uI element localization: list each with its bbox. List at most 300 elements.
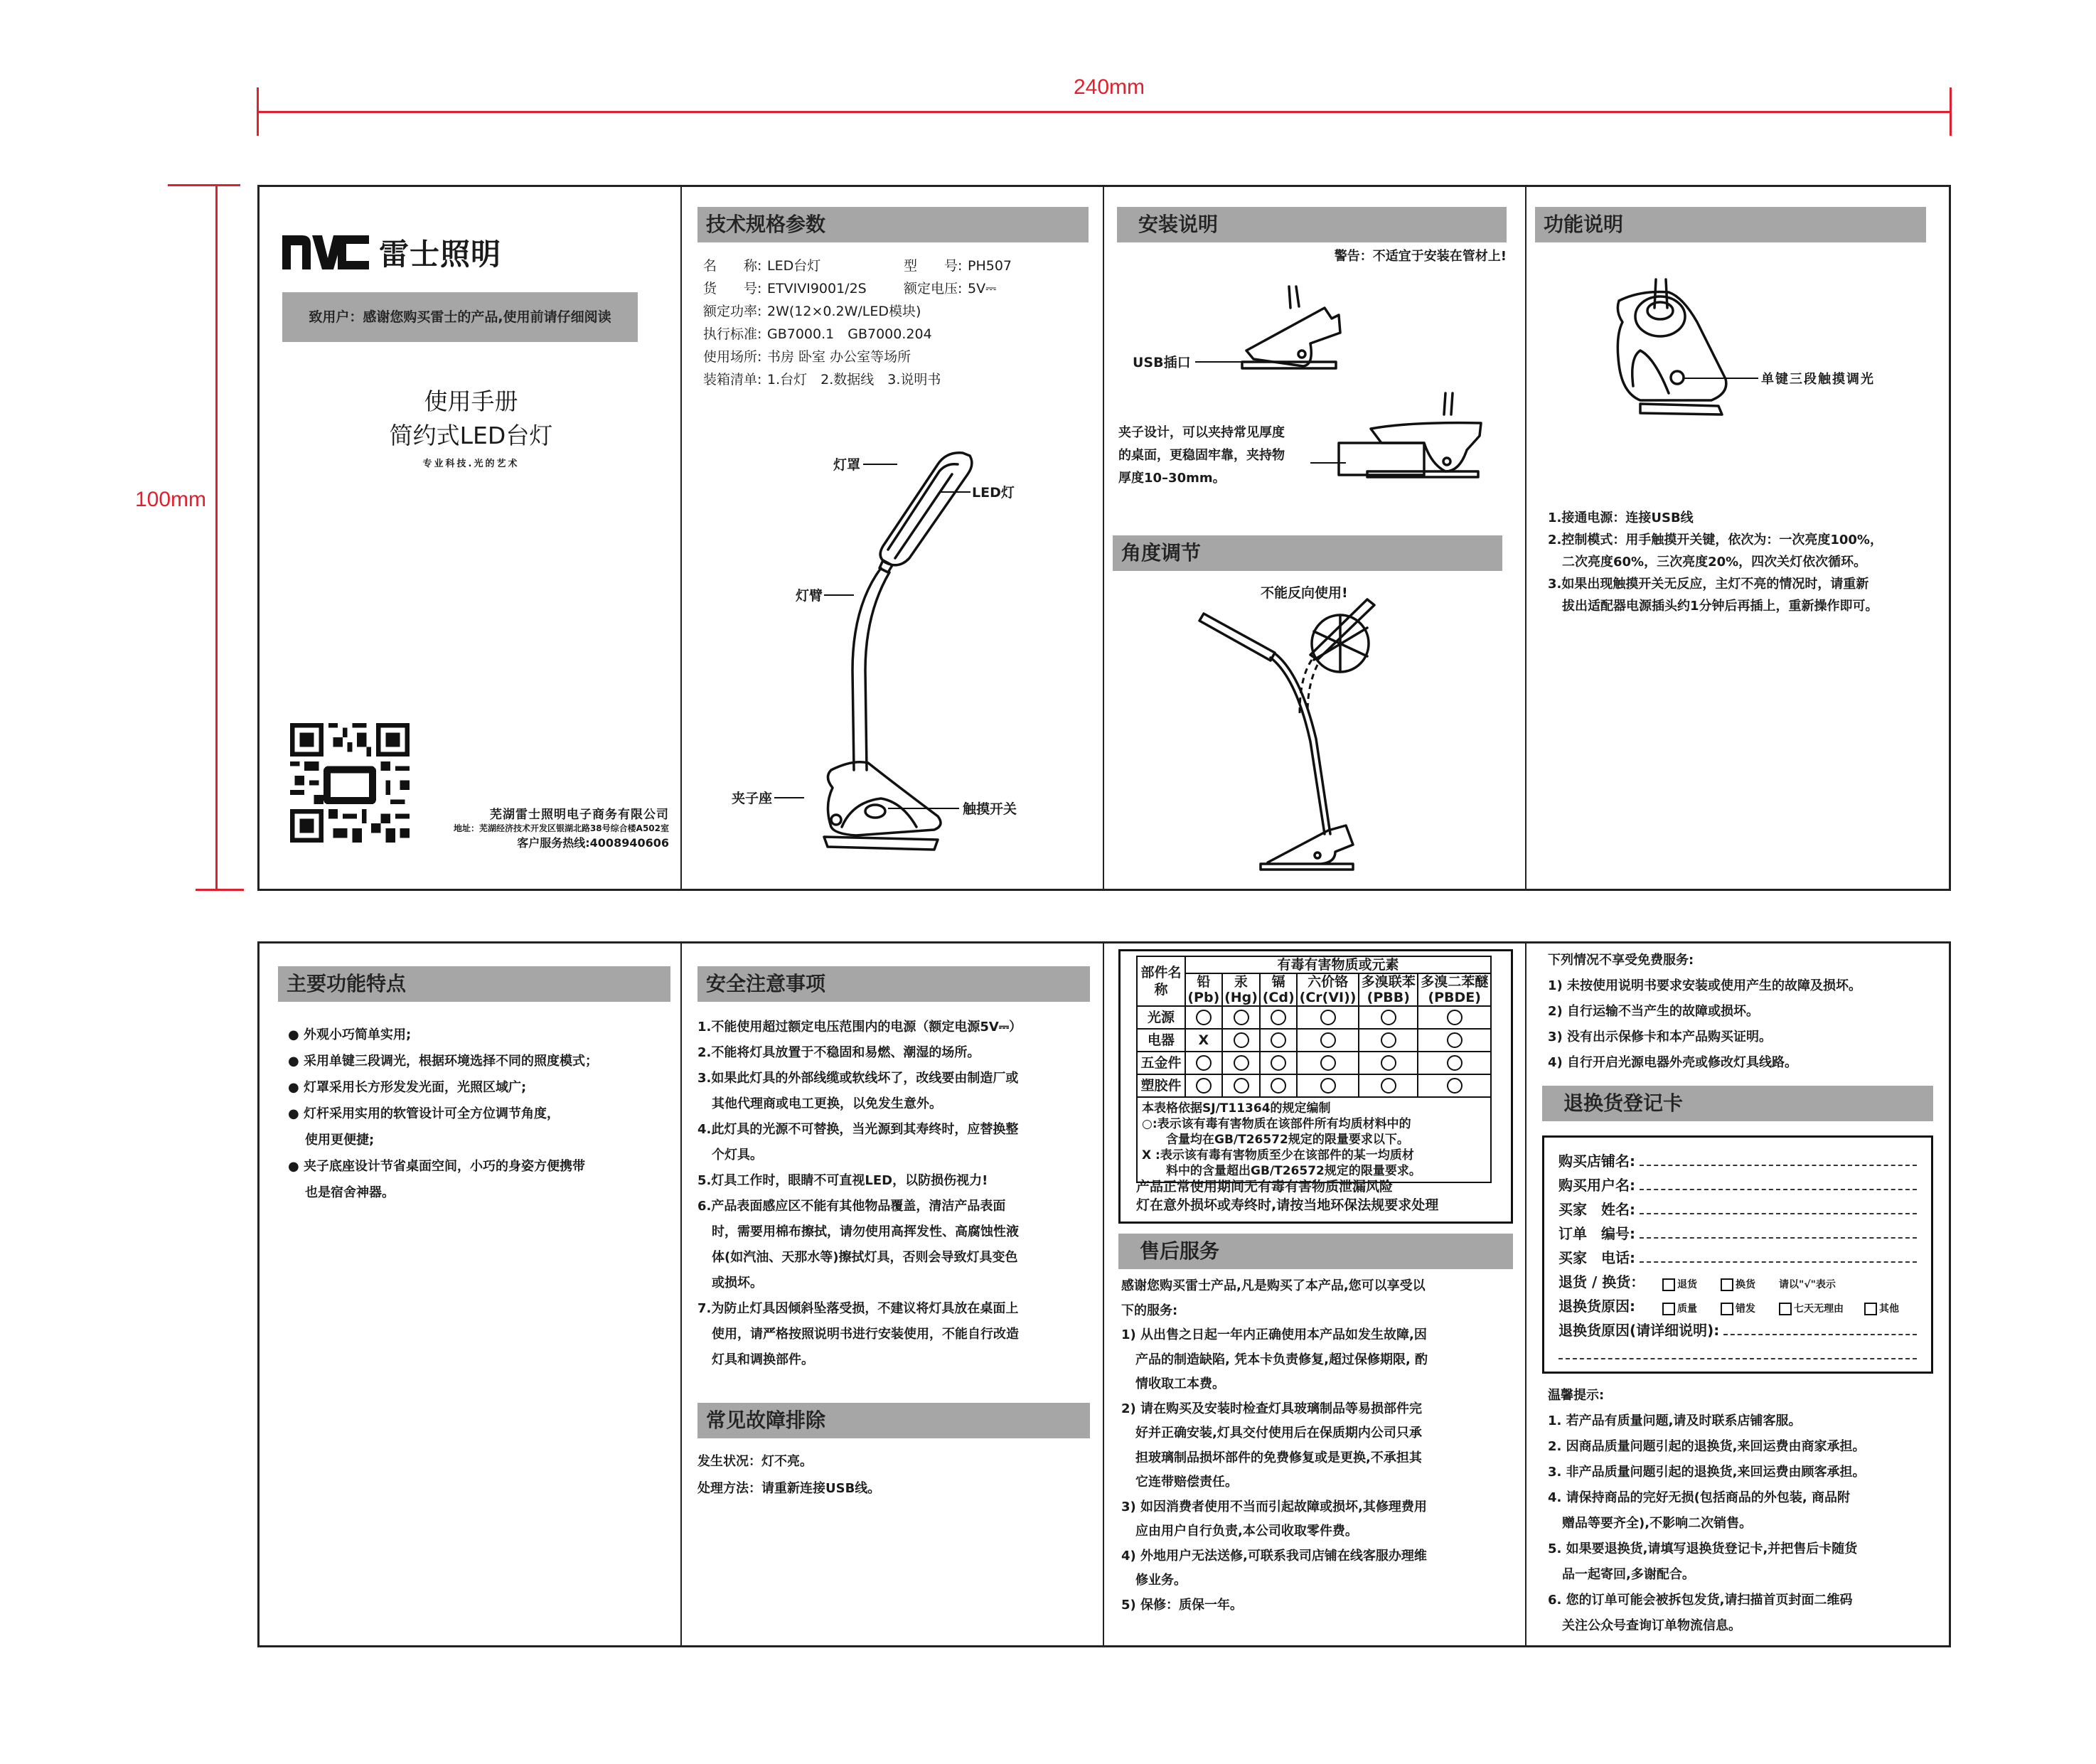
- circle-compliant-icon: [1271, 1055, 1286, 1071]
- spec-key: 名 称:: [703, 258, 762, 274]
- checkbox-exchange[interactable]: [1721, 1277, 1779, 1291]
- feature-text: 采用单键三段调光，根据环境选择不同的照度模式；: [304, 1054, 598, 1069]
- hazard-cell: [1222, 1006, 1261, 1029]
- tip-line: 4. 请保持商品的完好无损(包括商品的外包装, 商品附: [1548, 1490, 1850, 1505]
- troubleshooting-content: [697, 1448, 880, 1502]
- checkbox-label: 换货: [1736, 1279, 1755, 1290]
- circle-compliant-icon: [1381, 1078, 1396, 1094]
- substance-name: 铅: [1197, 974, 1211, 990]
- service-line: 4) 外地用户无法送修,可联系我司店铺在线客服办理维: [1121, 1548, 1427, 1563]
- circle-compliant-icon: [1320, 1078, 1336, 1094]
- brand-name: 雷士照明: [379, 237, 502, 272]
- checkbox-label: 七天无理由: [1794, 1303, 1844, 1315]
- spec-key: 额定电压:: [904, 281, 963, 296]
- bullet-icon: ●: [288, 1106, 299, 1121]
- safety-line: 体(如汽油、天那水等)擦拭灯具，否则会导致灯具变色: [712, 1250, 1018, 1265]
- safety-line: 或损坏。: [712, 1276, 763, 1290]
- service-line: 它连带赔偿责任。: [1135, 1475, 1238, 1490]
- hazard-cell: [1418, 1074, 1491, 1097]
- circle-compliant-icon: [1447, 1078, 1463, 1094]
- hazard-part-name: 光源: [1137, 1006, 1185, 1029]
- feature-text: 夹子底座设计节省桌面空间，小巧的身姿方便携带: [304, 1159, 585, 1174]
- spec-value: 书房 卧室 办公室等场所: [767, 349, 911, 365]
- feature-text: 灯罩采用长方形发发光面，光照区域广;: [304, 1080, 527, 1095]
- return-type-row: [1558, 1267, 1917, 1291]
- usb-port-label: USB插口: [1133, 355, 1191, 370]
- circle-compliant-icon: [1234, 1078, 1249, 1094]
- tip-line: 关注公众号查询订单物流信息。: [1562, 1618, 1741, 1633]
- qr-code: [290, 722, 410, 843]
- hazard-cell: [1297, 1052, 1359, 1074]
- bullet-icon: ●: [288, 1080, 299, 1095]
- feature-item: [288, 1101, 598, 1127]
- checkbox-icon[interactable]: [1721, 1303, 1733, 1315]
- hazard-substance-header: [1260, 973, 1297, 1006]
- field-reason-detail-line2[interactable]: [1558, 1340, 1917, 1364]
- return-card-heading-text: 退换货登记卡: [1563, 1091, 1684, 1115]
- spec-row: [703, 323, 1012, 346]
- install-heading: [1117, 207, 1507, 242]
- spec-value: ETVIVI9001/2S: [767, 281, 867, 296]
- hazard-note: ○:表示该有毒有害物质在该部件所有均质材料中的: [1142, 1117, 1411, 1131]
- return-card-heading: [1542, 1086, 1933, 1121]
- buyer-name-input[interactable]: [1640, 1213, 1917, 1214]
- exclusion-item: 4) 自行开启光源电器外壳或修改灯具线路。: [1548, 1055, 1798, 1070]
- hazard-cell: [1222, 1029, 1261, 1052]
- reason-detail-input-line2[interactable]: [1558, 1358, 1917, 1359]
- buyer-phone-input[interactable]: [1640, 1261, 1917, 1263]
- service-line: 3) 如因消费者使用不当而引起故障或损坏,其修理费用: [1121, 1499, 1427, 1514]
- spec-row: [703, 346, 1012, 368]
- hazard-cell: [1359, 1052, 1418, 1074]
- width-dimension-tick-left: [257, 87, 259, 136]
- function-heading: 功能说明: [1535, 207, 1926, 242]
- service-line: 5) 保修：质保一年。: [1121, 1597, 1244, 1613]
- leader-shade: [863, 464, 897, 465]
- substance-symbol: (Hg): [1224, 990, 1258, 1005]
- circle-compliant-icon: [1381, 1010, 1396, 1025]
- trouble-status: 发生状况：灯不亮。: [697, 1454, 813, 1469]
- function-item: 二次亮度60%，三次亮度20%，四次关灯依次循环。: [1562, 555, 1867, 570]
- hazard-part-name: 电器: [1137, 1029, 1185, 1052]
- leader-led: [939, 491, 971, 493]
- safety-line: 1.不能使用超过额定电压范围内的电源（额定电源5V⎓）: [697, 1020, 1022, 1035]
- safety-line: 时，需要用棉布擦拭，请勿使用高挥发性、高腐蚀性液: [712, 1224, 1019, 1239]
- service-line: 感谢您购买雷士产品,凡是购买了本产品,您可以享受以: [1121, 1278, 1426, 1293]
- hazard-cell: [1418, 1029, 1491, 1052]
- leader-clamp: [1310, 462, 1346, 464]
- spec-row: [703, 300, 1012, 323]
- substance-name: 多溴联苯: [1361, 974, 1416, 990]
- circle-compliant-icon: [1381, 1055, 1396, 1071]
- specs-panel: [682, 187, 1104, 889]
- hazard-cell: [1260, 1052, 1297, 1074]
- outer-sheet: [257, 185, 1951, 891]
- feature-text: 外观小巧简单实用;: [304, 1027, 412, 1042]
- safety-line: 使用，请严格按照说明书进行安装使用，不能自行改造: [712, 1327, 1019, 1342]
- width-dimension-line: [257, 111, 1951, 113]
- label-shade: 灯罩: [833, 457, 861, 473]
- label-switch: 触摸开关: [963, 801, 1017, 817]
- bullet-icon: ●: [288, 1027, 299, 1042]
- hazard-cell: [1260, 1029, 1297, 1052]
- checkbox-label: 错发: [1736, 1303, 1755, 1315]
- field-label: 购买用户名:: [1558, 1177, 1635, 1194]
- circle-compliant-icon: [1271, 1078, 1286, 1094]
- exclusions-title: 下列情况不享受免费服务:: [1548, 953, 1694, 968]
- substance-symbol: (Cr(VI)): [1299, 990, 1357, 1005]
- troubleshooting-heading: 常见故障排除: [697, 1403, 1090, 1438]
- feature-text: 灯杆采用实用的软管设计可全方位调节角度，: [304, 1106, 560, 1121]
- hazard-cell: [1260, 1006, 1297, 1029]
- circle-compliant-icon: [1234, 1010, 1249, 1025]
- field-buyer-phone[interactable]: [1558, 1243, 1917, 1267]
- spec-key: 货 号:: [703, 281, 762, 296]
- field-label: 买家 姓名:: [1558, 1201, 1635, 1218]
- function-panel: [1526, 187, 1949, 889]
- service-line: 1) 从出售之日起一年内正确使用本产品如发生故障,因: [1121, 1327, 1427, 1342]
- safety-line: 2.不能将灯具放置于不稳固和易燃、潮湿的场所。: [697, 1045, 980, 1060]
- tip-line: 品一起寄回,多谢配合。: [1562, 1567, 1695, 1582]
- spec-value: LED台灯: [767, 258, 821, 274]
- exclusion-item: 1) 未按使用说明书要求安装或使用产生的故障及损坏。: [1548, 978, 1862, 993]
- function-item: 拔出适配器电源插头约1分钟后再插上，重新操作即可。: [1562, 599, 1878, 614]
- hazard-exceed-mark: X: [1198, 1032, 1209, 1048]
- tips-list: [1548, 1383, 1865, 1639]
- return-card-form: [1542, 1135, 1933, 1374]
- cover-panel: [260, 187, 682, 889]
- service-line: 担玻璃制品损坏部件的免费修复或是更换,不承担其: [1135, 1450, 1422, 1465]
- company-name: 芜湖雷士照明电子商务有限公司: [490, 808, 669, 822]
- service-heading: [1118, 1234, 1513, 1269]
- features-heading: 主要功能特点: [278, 966, 670, 1002]
- return-type-label: 退货 / 换货：: [1558, 1273, 1645, 1290]
- checkbox-wrong-item[interactable]: [1721, 1301, 1779, 1315]
- safety-line: 3.如果此灯具的外部线缆或软线坏了，改线要由制造厂或: [697, 1071, 1019, 1086]
- safety-heading: 安全注意事项: [697, 966, 1090, 1002]
- width-dimension-tick-right: [1950, 87, 1952, 136]
- bullet-icon: ●: [288, 1054, 299, 1069]
- safety-line: 个灯具。: [712, 1148, 763, 1162]
- substance-name: 六价铬: [1308, 974, 1349, 990]
- hazard-cell: [1418, 1006, 1491, 1029]
- tip-line: 6. 您的订单可能会被拆包发货,请扫描首页封面二维码: [1548, 1593, 1853, 1608]
- company-hotline: 客户服务热线:4008940606: [517, 836, 669, 850]
- clip-description: [1118, 422, 1285, 490]
- hazard-footer: [1136, 1177, 1438, 1214]
- order-number-input[interactable]: [1640, 1237, 1917, 1239]
- field-user-name[interactable]: [1558, 1170, 1917, 1194]
- install-warning: 警告：不适宜于安装在管材上!: [1334, 249, 1507, 264]
- spec-key: 装箱清单:: [703, 372, 762, 387]
- substance-name: 汞: [1234, 974, 1248, 990]
- leader-arm: [824, 594, 854, 596]
- hazard-substance-header: [1297, 973, 1359, 1006]
- install-heading-text: 安装说明: [1138, 213, 1219, 236]
- hazard-substance-header: [1222, 973, 1261, 1006]
- hazard-note: X :表示该有毒有害物质至少在该部件的某一均质材: [1142, 1148, 1414, 1162]
- notice-text: 致用户：感谢您购买雷士的产品,使用前请仔细阅读: [309, 309, 611, 325]
- circle-compliant-icon: [1196, 1055, 1212, 1071]
- safety-line: 灯具和调换部件。: [712, 1352, 814, 1367]
- hazard-row: [1137, 1029, 1491, 1052]
- exclusions-list: [1548, 948, 1861, 1076]
- checkbox-icon[interactable]: [1662, 1303, 1675, 1315]
- hazard-cell: [1185, 1052, 1222, 1074]
- angle-warning: 不能反向使用!: [1261, 585, 1348, 601]
- hazard-part-name: 塑胶件: [1137, 1074, 1185, 1097]
- hazard-cell: [1185, 1006, 1222, 1029]
- user-name-input[interactable]: [1640, 1189, 1917, 1190]
- safety-panel: [682, 944, 1104, 1645]
- spec-value: GB7000.1 GB7000.204: [767, 326, 932, 342]
- service-line: 修业务。: [1135, 1573, 1187, 1588]
- function-item: 2.控制模式：用手触摸开关键，依次为：一次亮度100%，: [1548, 533, 1883, 547]
- hazard-cell: [1359, 1006, 1418, 1029]
- lamp-diagram-icon: [682, 400, 1105, 891]
- company-address: 地址：芜湖经济技术开发区银湖北路38号综合楼A502室: [453, 823, 669, 833]
- function-item: 1.接通电源：连接USB线: [1548, 511, 1694, 525]
- label-led: LED灯: [972, 485, 1015, 501]
- hazard-table: [1136, 956, 1492, 1183]
- clip-text-line: 的桌面，更稳固牢靠，夹持物: [1118, 448, 1285, 463]
- hazard-cell: [1359, 1029, 1418, 1052]
- field-reason-detail[interactable]: [1558, 1315, 1917, 1340]
- hazard-cell: [1185, 1029, 1222, 1052]
- qr-code-icon: [290, 722, 410, 843]
- slogan: 专业科技.光的艺术: [422, 459, 520, 469]
- return-reason-label: 退换货原因:: [1558, 1298, 1635, 1315]
- tip-line: 5. 如果要退换货,请填写退换货登记卡,并把售后卡随货: [1548, 1541, 1858, 1556]
- spec-value: 1.台灯 2.数据线 3.说明书: [767, 372, 941, 387]
- title-line-2: 简约式LED台灯: [389, 422, 553, 449]
- hazard-cell: [1222, 1074, 1261, 1097]
- tip-line: 2. 因商品质量问题引起的退换货,来回运费由商家承担。: [1548, 1439, 1866, 1454]
- safety-line: 5.灯具工作时，眼睛不可直视LED，以防损伤视力!: [697, 1173, 988, 1188]
- checkbox-icon[interactable]: [1721, 1278, 1733, 1291]
- exclusion-item: 3) 没有出示保修卡和本产品购买证明。: [1548, 1030, 1772, 1044]
- hazard-note: 含量均在GB/T26572规定的限量要求以下。: [1166, 1133, 1409, 1147]
- hazard-note: 料中的含量超出GB/T26572规定的限量要求。: [1166, 1164, 1421, 1178]
- circle-compliant-icon: [1271, 1032, 1286, 1048]
- substance-symbol: (Pb): [1187, 990, 1220, 1005]
- height-dimension-line: [215, 185, 218, 890]
- reason-detail-input[interactable]: [1723, 1334, 1917, 1335]
- hazard-service-panel: [1104, 944, 1526, 1645]
- height-dimension-label: 100mm: [135, 488, 207, 511]
- leader-touch-button: [1684, 378, 1758, 379]
- circle-compliant-icon: [1381, 1032, 1396, 1048]
- clip-clamping-icon: [1339, 393, 1481, 486]
- clip-text-line: 夹子设计，可以夹持常见厚度: [1118, 425, 1285, 440]
- feature-item: [288, 1022, 598, 1048]
- checkbox-quality[interactable]: [1662, 1301, 1721, 1315]
- angle-adjust-diagram-icon: [1175, 599, 1431, 877]
- features-list: [288, 1022, 598, 1206]
- function-list: [1548, 507, 1883, 617]
- hazard-cell: [1260, 1074, 1297, 1097]
- spec-key: 使用场所:: [703, 349, 762, 365]
- angle-heading: 角度调节: [1113, 535, 1502, 571]
- notice-banner: [282, 292, 638, 342]
- substance-name: 多溴二苯醚: [1421, 974, 1489, 990]
- field-store-name[interactable]: [1558, 1146, 1917, 1170]
- spec-row: [703, 255, 1012, 277]
- feature-item: [288, 1074, 598, 1101]
- checkbox-label: 质量: [1677, 1303, 1697, 1315]
- safety-line: 4.此灯具的光源不可替换，当光源到其寿终时，应替换整: [697, 1122, 1019, 1137]
- substance-symbol: (Cd): [1262, 990, 1295, 1005]
- checkbox-return[interactable]: [1662, 1277, 1721, 1291]
- safety-line: 6.产品表面感应区不能有其他物品覆盖，清洁产品表面: [697, 1199, 1006, 1214]
- safety-line: 7.为防止灯具因倾斜坠落受损，不建议将灯具放在桌面上: [697, 1301, 1019, 1316]
- tips-title: 温馨提示:: [1548, 1388, 1605, 1403]
- title-line-1: 使用手册: [424, 387, 518, 415]
- hazard-cell: [1418, 1052, 1491, 1074]
- hazard-substance-row: [1137, 973, 1491, 1006]
- checkbox-other[interactable]: [1864, 1301, 1899, 1315]
- touch-button-closeup-icon: [1612, 279, 1740, 422]
- hazard-cell: [1222, 1052, 1261, 1074]
- checkbox-label: 退货: [1677, 1279, 1697, 1290]
- circle-compliant-icon: [1196, 1010, 1212, 1025]
- return-panel: [1526, 944, 1949, 1645]
- service-line: 好并正确安装,灯具交付使用后在保质期内公司只承: [1135, 1426, 1422, 1440]
- spec-row: [703, 368, 1012, 391]
- service-line: 应由用户自行负责,本公司收取零件费。: [1135, 1524, 1358, 1539]
- company-info: [454, 804, 669, 850]
- circle-compliant-icon: [1447, 1055, 1463, 1071]
- features-panel: [260, 944, 682, 1645]
- field-order-number[interactable]: [1558, 1219, 1917, 1243]
- height-dimension-tick-bottom: [196, 889, 244, 891]
- service-line: 2) 请在购买及安装时检查灯具玻璃制品等易损部件完: [1121, 1401, 1423, 1416]
- function-item: 3.如果出现触摸开关无反应，主灯不亮的情况时，请重新: [1548, 577, 1869, 592]
- spec-key: 型 号:: [904, 258, 963, 274]
- manual-title: [260, 385, 683, 469]
- exclusion-item: 2) 自行运输不当产生的故障或损坏。: [1548, 1004, 1760, 1019]
- field-label: 订单 编号:: [1558, 1225, 1635, 1242]
- substance-name: 镉: [1271, 974, 1285, 990]
- feature-continuation: 使用更便捷;: [305, 1133, 375, 1148]
- checkbox-icon[interactable]: [1662, 1278, 1675, 1291]
- circle-compliant-icon: [1271, 1010, 1286, 1025]
- service-line: 下的服务:: [1121, 1303, 1178, 1318]
- spec-key: 额定功率:: [703, 304, 762, 319]
- hazard-row: [1137, 1006, 1491, 1029]
- return-reason-row: [1558, 1291, 1917, 1315]
- feature-item: [288, 1153, 598, 1180]
- field-label: 退换货原因(请详细说明):: [1558, 1322, 1720, 1339]
- field-buyer-name[interactable]: [1558, 1194, 1917, 1219]
- touch-button-label: 单键三段触摸调光: [1761, 372, 1875, 387]
- width-dimension-label: 240mm: [1074, 75, 1145, 99]
- tip-line: 赠品等要齐全),不影响二次销售。: [1562, 1516, 1753, 1531]
- inner-sheet: [257, 941, 1951, 1647]
- leader-switch: [888, 808, 959, 809]
- label-arm: 灯臂: [796, 588, 823, 604]
- circle-compliant-icon: [1234, 1055, 1249, 1071]
- service-list: [1121, 1274, 1428, 1618]
- clip-side-view-icon: [1239, 287, 1367, 379]
- hazard-part-name: 五金件: [1137, 1052, 1185, 1074]
- spec-value: 5V⎓: [968, 281, 997, 296]
- hazard-note: 本表格依据SJ/T11364的规定编制: [1142, 1101, 1331, 1116]
- circle-compliant-icon: [1447, 1010, 1463, 1025]
- checkbox-icon[interactable]: [1779, 1303, 1792, 1315]
- checkmark-hint: 请以"√"表示: [1779, 1279, 1836, 1290]
- specs-heading: 技术规格参数: [697, 207, 1089, 242]
- label-clip: 夹子座: [732, 791, 773, 806]
- hazard-group-header: 有毒有害物质或元素: [1185, 956, 1491, 973]
- circle-compliant-icon: [1320, 1032, 1336, 1048]
- hazard-footer-line: 产品正常使用期间无有毒有害物质泄漏风险: [1136, 1179, 1394, 1194]
- feature-continuation: 也是宿舍神器。: [305, 1185, 395, 1200]
- safety-line: 其他代理商或电工更换，以免发生意外。: [712, 1096, 942, 1111]
- checkbox-seven-day[interactable]: [1779, 1301, 1864, 1315]
- checkbox-label: 其他: [1879, 1303, 1899, 1315]
- hazard-row: [1137, 1074, 1491, 1097]
- hazard-row: [1137, 1052, 1491, 1074]
- safety-list: [697, 1015, 1022, 1373]
- tip-line: 1. 若产品有质量问题,请及时联系店铺客服。: [1548, 1413, 1802, 1428]
- spec-key: 执行标准:: [703, 326, 762, 342]
- leader-clip: [774, 797, 804, 798]
- install-panel: [1104, 187, 1526, 889]
- bullet-icon: ●: [288, 1159, 299, 1174]
- clip-text-line: 厚度10–30mm。: [1118, 471, 1226, 486]
- height-dimension-tick-top: [168, 184, 240, 186]
- service-line: 情收取工本费。: [1135, 1377, 1225, 1391]
- hazard-footer-line: 灯在意外损坏或寿终时,请按当地环保法规要求处理: [1136, 1197, 1439, 1213]
- hazard-substance-header: [1185, 973, 1222, 1006]
- circle-compliant-icon: [1447, 1032, 1463, 1048]
- feature-item: [288, 1048, 598, 1074]
- circle-compliant-icon: [1320, 1010, 1336, 1025]
- circle-compliant-icon: [1320, 1055, 1336, 1071]
- nvc-logo-icon: [282, 234, 369, 271]
- hazard-cell: [1297, 1006, 1359, 1029]
- substance-symbol: (PBB): [1367, 990, 1410, 1005]
- spec-value: PH507: [968, 258, 1012, 274]
- hazard-cell: [1359, 1074, 1418, 1097]
- circle-compliant-icon: [1234, 1032, 1249, 1048]
- checkbox-icon[interactable]: [1864, 1303, 1877, 1315]
- substance-symbol: (PBDE): [1428, 990, 1481, 1005]
- hazard-substance-header: [1359, 973, 1418, 1006]
- hazard-header-row: [1137, 956, 1491, 973]
- field-label: 购买店铺名:: [1558, 1153, 1635, 1170]
- hazard-substance-header: [1418, 973, 1491, 1006]
- hazard-cell: [1185, 1074, 1222, 1097]
- specs-list: [703, 255, 1012, 391]
- hazard-notes: [1137, 1097, 1491, 1182]
- spec-row: [703, 277, 1012, 300]
- hazard-cell: [1297, 1029, 1359, 1052]
- leader-usb: [1195, 361, 1251, 363]
- field-label: 买家 电话:: [1558, 1249, 1635, 1266]
- hazard-cell: [1297, 1074, 1359, 1097]
- circle-compliant-icon: [1196, 1078, 1212, 1094]
- hazard-box: [1118, 949, 1513, 1224]
- service-heading-text: 售后服务: [1140, 1239, 1220, 1263]
- brand-logo: [282, 231, 501, 274]
- spec-value: 2W(12×0.2W/LED模块): [767, 304, 921, 319]
- store-name-input[interactable]: [1640, 1165, 1917, 1166]
- trouble-fix: 处理方法：请重新连接USB线。: [697, 1481, 881, 1496]
- hazard-part-header: 部件名称: [1137, 956, 1185, 1006]
- service-line: 产品的制造缺陷, 凭本卡负责修复,超过保修期限, 酌: [1135, 1352, 1428, 1367]
